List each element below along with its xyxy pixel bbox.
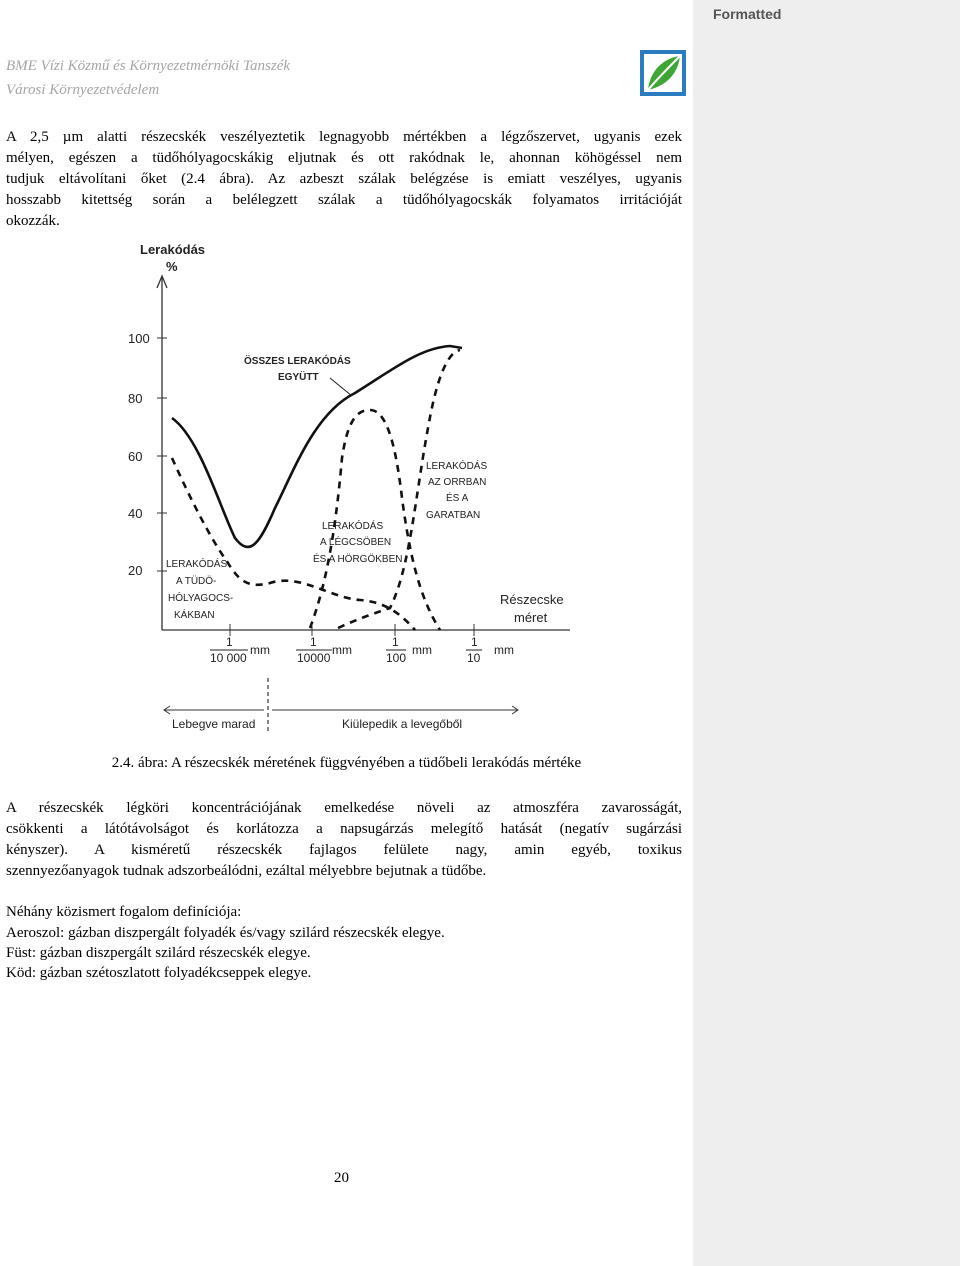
paragraph-line: tudjuk eltávolítani őket (2.4 ábra). Az azbeszt szálak belégzése is emiatt veszélyes, ugyanis [6,171,682,187]
y-tick-label: 60 [128,449,143,464]
header-course: Városi Környezetvédelem [6,82,160,98]
x-tick-denominator: 10 [467,651,481,665]
header-department: BME Vízi Közmű és Környezetmérnöki Tanszék [6,58,291,74]
x-tick-numerator: 1 [226,635,233,649]
y-axis-unit: % [166,259,178,274]
x-tick-denominator: 10000 [297,651,331,665]
curve-label: ÉS A [446,493,469,504]
y-tick-label: 100 [128,331,150,346]
paragraph-line: szennyezőanyagok tudnak adszorbeálódni, ezáltal mélyebbre bejutnak a tüdőbe. [6,863,487,879]
x-tick-unit: mm [494,643,514,657]
x-tick-numerator: 1 [471,635,478,649]
y-tick-label: 20 [128,563,143,578]
x-tick-unit: mm [412,643,432,657]
definition-item: Füst: gázban diszpergált szilárd részecskék elegye. [6,945,311,961]
paragraph-line: kényszer). A kisméretű részecskék fajlagos felülete nagy, amin egyéb, toxikus [6,842,682,858]
page-number: 20 [334,1170,349,1186]
formatted-label: Formatted [713,6,782,22]
region-label-suspended: Lebegve marad [172,717,256,731]
y-axis-title: Lerakódás [140,242,206,257]
x-tick-numerator: 1 [310,635,317,649]
paragraph-line: A részecskék légköri koncentrációjának emelkedése növeli az atmoszféra zavarosságát, [6,800,682,816]
y-tick-label: 80 [128,391,143,406]
trachea-deposition-curve [310,410,440,630]
definition-item: Aeroszol: gázban diszpergált folyadék és/vagy szilárd részecskék elegye. [6,925,445,941]
department-logo [640,50,686,96]
region-label-settles: Kiülepedik a levegőből [342,717,463,731]
x-tick-unit: mm [250,643,270,657]
curve-label: A LÉGCSÖBEN [320,537,392,548]
paragraph-line: okozzák. [6,213,60,229]
x-tick-numerator: 1 [392,635,399,649]
x-axis-title: Részecske [500,592,564,607]
curve-label: ÖSSZES LERAKÓDÁS [244,356,351,367]
curve-label: ÉS A HÖRGÖKBEN [313,554,403,565]
paragraph-line: mélyen, egészen a tüdőhólyagocskákig eljutnak és ott rakódnak le, ahonnan köhögéssel nem [6,150,682,166]
curve-label: LERAKÓDÁS [426,461,488,472]
x-tick-unit: mm [332,643,352,657]
curve-label: LERAKÓDÁS [322,521,384,532]
curve-label: AZ ORRBAN [428,477,487,488]
deposition-figure [110,238,580,738]
paragraph-line: A 2,5 µm alatti részecskék veszélyeztetik legnagyobb mértékben a légzőszervet, ugyanis ezek [6,129,682,145]
curve-label: HÓLYAGOCS- [168,593,234,604]
paragraph-line: hosszabb kitettség során a belélegzett szálak a tüdőhólyagocskák folyamatos irritációját [6,192,682,208]
curve-label: KÁKBAN [174,610,215,621]
x-tick-denominator: 10 000 [210,651,247,665]
x-axis-title: méret [514,610,548,625]
comment-sidebar [693,0,960,1266]
curve-label: A TÜDÖ- [176,576,217,587]
figure-caption: 2.4. ábra: A részecskék méretének függvényében a tüdőbeli lerakódás mértéke [111,755,582,771]
curve-label: LERAKÓDÁS [166,559,228,570]
definition-item: Köd: gázban szétoszlatott folyadékcseppek elegye. [6,965,312,981]
curve-label: GARATBAN [426,510,481,521]
curve-label: EGYÜTT [278,372,319,383]
paragraph-line: csökkenti a látótávolságot és korlátozza a napsugárzás melegítő hatását (negatív sugárzási [6,821,682,837]
y-tick-label: 40 [128,506,143,521]
x-tick-denominator: 100 [386,651,407,665]
definitions-intro: Néhány közismert fogalom definíciója: [6,904,242,920]
